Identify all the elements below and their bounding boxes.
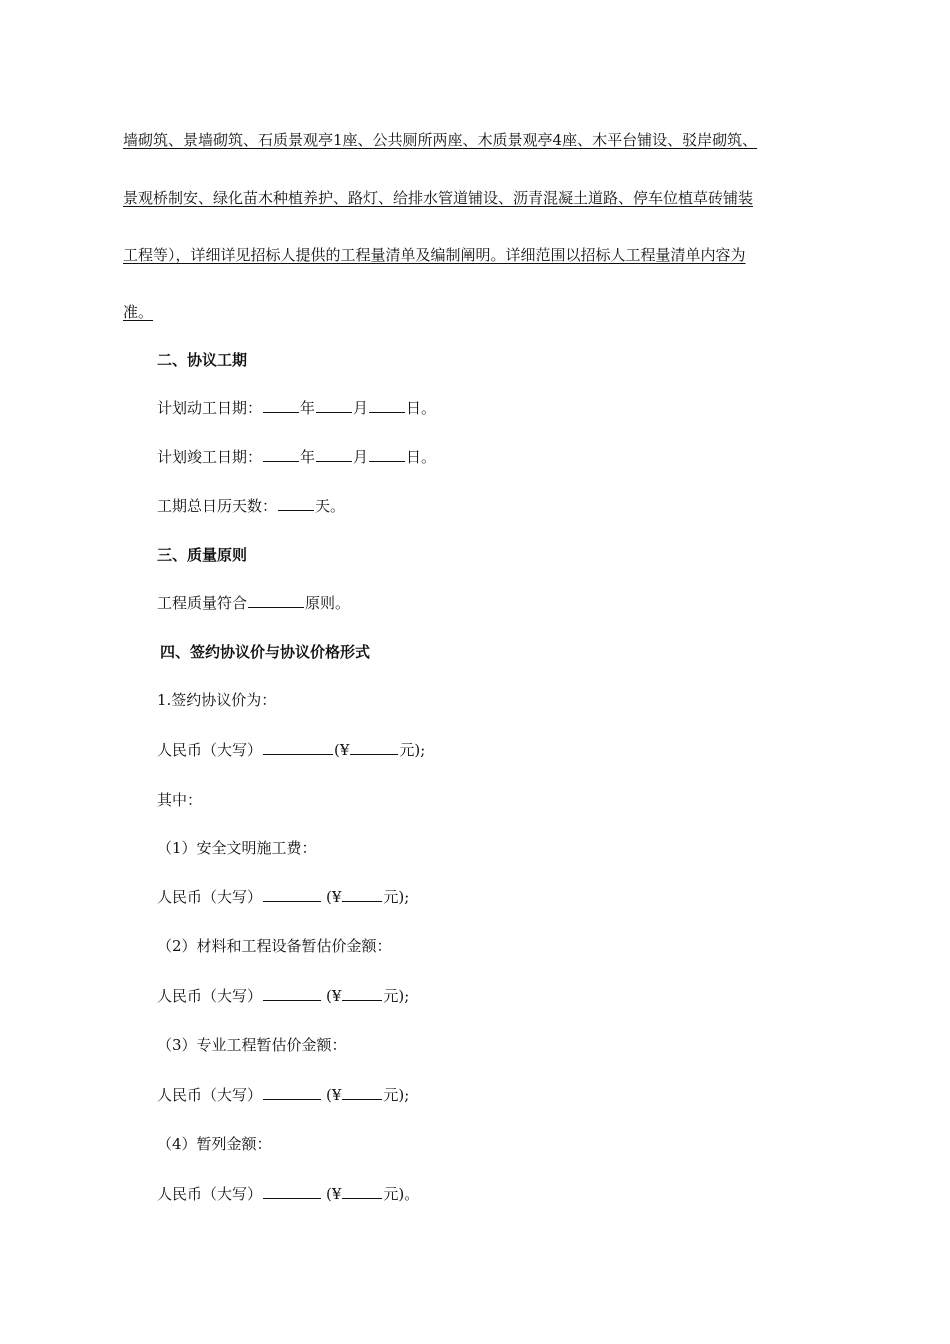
rmb-label: 人民币（大写）: [157, 987, 263, 1005]
duration-unit: 天。: [315, 497, 346, 515]
contract-price-figure-blank[interactable]: [350, 740, 398, 755]
month-label: 月: [353, 448, 369, 466]
total-duration: [157, 495, 345, 516]
contract-price-label: 1.签约协议价为：: [157, 691, 277, 709]
start-month-blank[interactable]: [316, 398, 352, 413]
rmb-label: 人民币（大写）: [157, 741, 263, 759]
finish-month-blank[interactable]: [316, 447, 352, 462]
section-2-heading: 二、协议工期: [157, 351, 248, 369]
specialty-estimate-figure-blank[interactable]: [342, 1085, 382, 1100]
safety-fee-amount: [157, 886, 409, 907]
yuan-close: 元);: [383, 1086, 410, 1104]
quality-standard: [157, 592, 350, 613]
specialty-estimate-label: （3）专业工程暂估价金额：: [157, 1036, 347, 1054]
among-label: 其中：: [157, 791, 203, 809]
scope-line-2: 景观桥制安、绿化苗木种植养护、路灯、给排水管道铺设、沥青混凝土道路、停车位植草砖铺装: [123, 189, 754, 207]
duration-blank[interactable]: [278, 496, 314, 511]
planned-start-date: [157, 397, 436, 418]
duration-label: 工期总日历天数：: [157, 497, 278, 515]
day-label: 日。: [406, 448, 437, 466]
yuan-close: 元);: [399, 741, 426, 759]
provisional-sum-amount: [157, 1183, 419, 1204]
quality-text-before: 工程质量符合: [157, 594, 248, 612]
provisional-sum-words-blank[interactable]: [263, 1184, 321, 1199]
quality-blank[interactable]: [248, 593, 304, 608]
specialty-estimate-words-blank[interactable]: [263, 1085, 321, 1100]
yuan-close: 元)。: [383, 1185, 420, 1203]
contract-price-words-blank[interactable]: [263, 740, 333, 755]
quality-text-after: 原则。: [305, 594, 351, 612]
start-day-blank[interactable]: [369, 398, 405, 413]
safety-fee-figure-blank[interactable]: [342, 887, 382, 902]
material-estimate-amount: [157, 985, 409, 1006]
yen-open: (¥: [326, 987, 342, 1005]
material-estimate-figure-blank[interactable]: [342, 986, 382, 1001]
section-4-heading: 四、签约协议价与协议价格形式: [160, 643, 371, 661]
scope-line-1: 墙砌筑、景墙砌筑、石质景观亭1座、公共厕所两座、木质景观亭4座、木平台铺设、驳岸砌筑、: [123, 131, 758, 149]
rmb-label: 人民币（大写）: [157, 1086, 263, 1104]
scope-line-4: 准。: [123, 303, 154, 321]
day-label: 日。: [406, 399, 437, 417]
yen-open: (¥: [326, 1086, 342, 1104]
safety-fee-label: （1）安全文明施工费：: [157, 839, 317, 857]
finish-label: 计划竣工日期：: [157, 448, 263, 466]
year-label: 年: [300, 448, 316, 466]
material-estimate-words-blank[interactable]: [263, 986, 321, 1001]
yuan-close: 元);: [383, 987, 410, 1005]
year-label: 年: [300, 399, 316, 417]
contract-price-amount: [157, 739, 425, 760]
finish-day-blank[interactable]: [369, 447, 405, 462]
provisional-sum-figure-blank[interactable]: [342, 1184, 382, 1199]
scope-line-3: 工程等），详细详见招标人提供的工程量清单及编制阐明。详细范围以招标人工程量清单内容为: [123, 246, 746, 264]
finish-year-blank[interactable]: [263, 447, 299, 462]
yen-open: (¥: [326, 1185, 342, 1203]
start-label: 计划动工日期：: [157, 399, 263, 417]
rmb-label: 人民币（大写）: [157, 1185, 263, 1203]
planned-finish-date: [157, 446, 436, 467]
yen-open: (¥: [334, 741, 350, 759]
month-label: 月: [353, 399, 369, 417]
start-year-blank[interactable]: [263, 398, 299, 413]
provisional-sum-label: （4）暂列金额：: [157, 1135, 272, 1153]
rmb-label: 人民币（大写）: [157, 888, 263, 906]
safety-fee-words-blank[interactable]: [263, 887, 321, 902]
yuan-close: 元);: [383, 888, 410, 906]
specialty-estimate-amount: [157, 1084, 409, 1105]
section-3-heading: 三、质量原则: [157, 546, 248, 564]
yen-open: (¥: [326, 888, 342, 906]
material-estimate-label: （2）材料和工程设备暂估价金额：: [157, 937, 392, 955]
